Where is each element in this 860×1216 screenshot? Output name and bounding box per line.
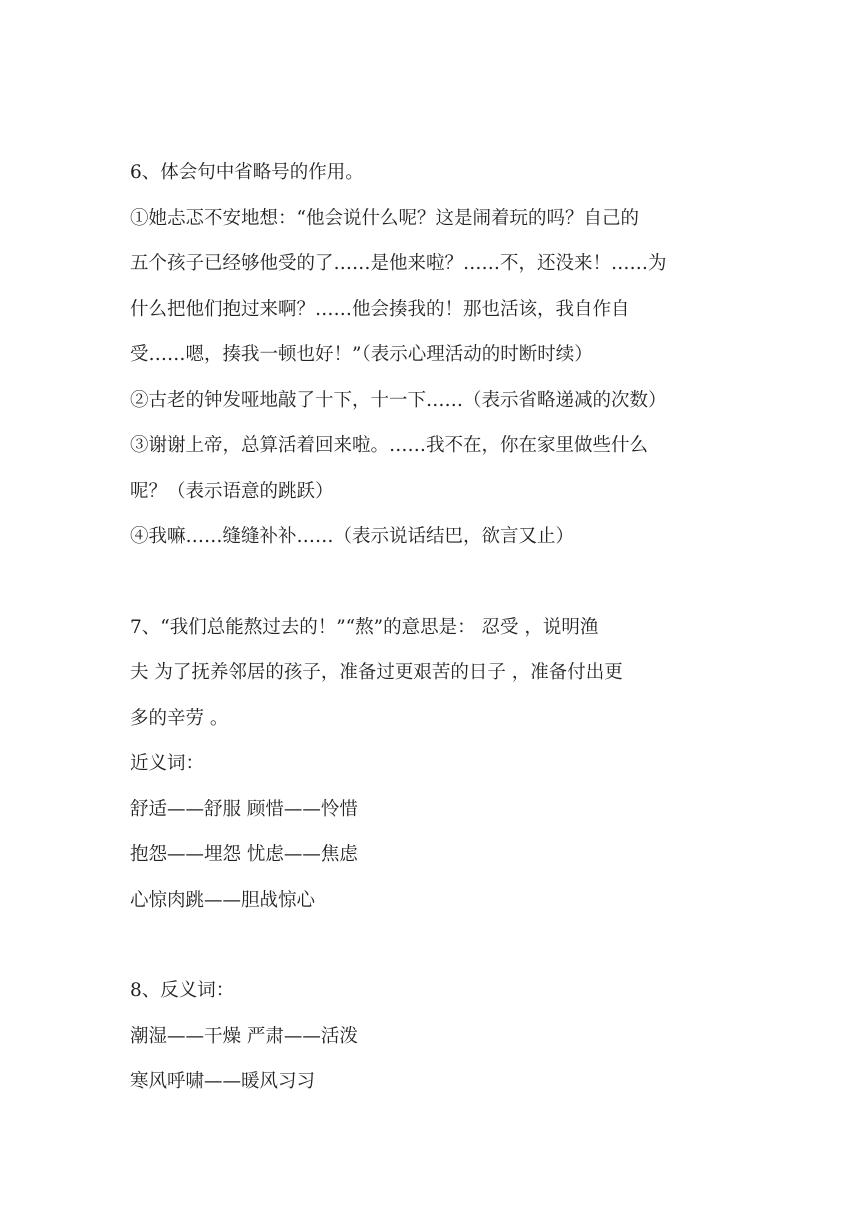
section-7-question: [130, 605, 730, 742]
question-7-line: 夫 为了抚养邻居的孩子，准备过更艰苦的日子 ，准备付出更: [130, 662, 623, 683]
example-1-line: 受……嗯，揍我一顿也好！”（表示心理活动的时断时续）: [130, 344, 593, 365]
example-1-line: ①她忐忑不安地想：“他会说什么呢？这是闹着玩的吗？自己的: [130, 207, 639, 229]
document-body: [130, 150, 730, 1105]
section-6-example-3: [130, 423, 730, 514]
example-1-line: 什么把他们抱过来啊？……他会揍我的！那也活该，我自作自: [130, 298, 630, 320]
antonym-pair-row: 潮湿——干燥 严肃——活泼: [130, 1025, 358, 1047]
question-7-line: 7、“我们总能熬过去的！”“熬”的意思是： 忍受 ，说明渔: [130, 616, 599, 638]
synonyms-label: 近义词：: [130, 753, 205, 774]
example-3-line: ③谢谢上帝，总算活着回来啦。……我不在，你在家里做些什么: [130, 435, 649, 456]
section-6-heading: 6、体会句中省略号的作用。: [130, 162, 364, 183]
antonym-pair-row: 寒风呼啸——暖风习习: [130, 1071, 316, 1092]
section-spacer: [130, 560, 730, 605]
section-8-heading: 8、反义词：: [130, 980, 235, 1001]
example-3-line: 呢？（表示语意的跳跃）: [130, 480, 334, 502]
question-7-line: 多的辛劳 。: [130, 707, 229, 729]
example-1-line: 五个孩子已经够他受的了……是他来啦？……不，还没来！……为: [130, 253, 667, 274]
synonym-pair-row: 舒适——舒服 顾惜——怜惜: [130, 798, 358, 820]
section-6-example-4: ④我嘛……缝缝补补……（表示说话结巴，欲言又止）: [130, 526, 575, 547]
section-6-example-2: ②古老的钟发哑地敲了十下，十一下……（表示省略递减的次数）: [130, 389, 667, 411]
section-6-example-1: [130, 196, 730, 378]
synonym-pair-row: 抱怨——埋怨 忧虑——焦虑: [130, 844, 358, 865]
synonym-pair-row: 心惊肉跳——胆战惊心: [130, 889, 316, 911]
section-spacer: [130, 923, 730, 968]
